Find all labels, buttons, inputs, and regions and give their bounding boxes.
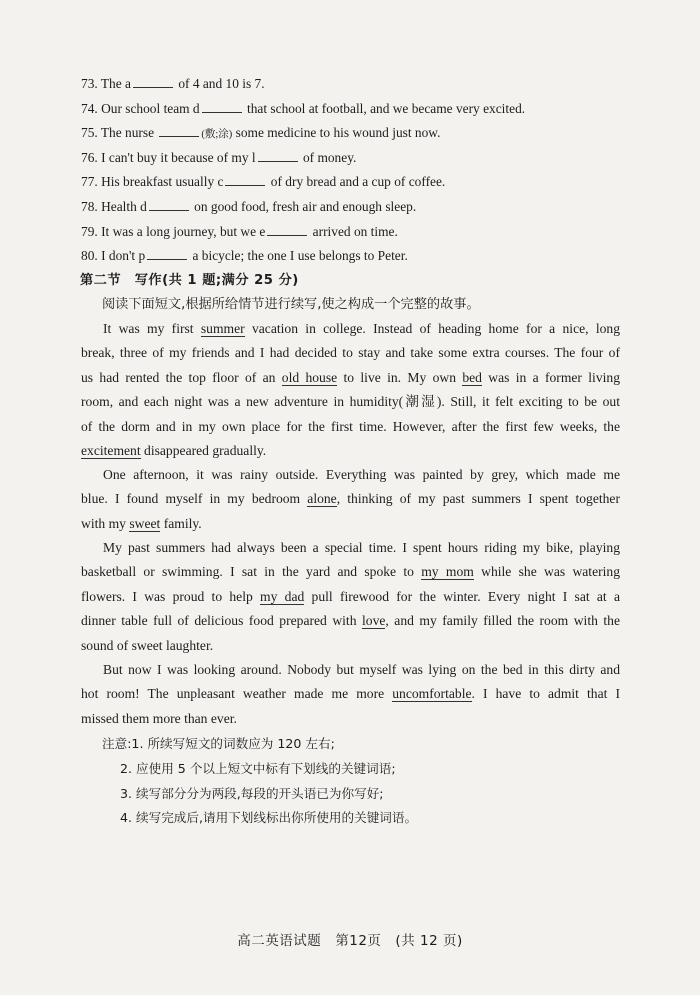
question-76: 76. I can't buy it because of my l of money.	[81, 149, 357, 165]
keyword-underline: summer	[200, 321, 245, 336]
question-list	[81, 72, 641, 269]
note-2: 2. 应使用 5 个以上短文中标有下划线的关键词语;	[120, 760, 396, 776]
passage-paragraph-2: One afternoon, it was rainy outside. Everything was painted by grey, which made me blue. I found myself in my bedroom alone, thinking of my past summers I spent together with my sweet family.	[81, 467, 620, 531]
question-77: 77. His breakfast usually c of dry bread and a cup of coffee.	[81, 174, 446, 190]
note-4: 4. 续写完成后,请用下划线标出你所使用的关键词语。	[120, 810, 418, 826]
passage-paragraph-4: But now I was looking around. Nobody but myself was lying on the bed in this dirty and hot room! The unpleasant weather made me more uncomfortable. I have to admit that I missed them more than ever.	[81, 662, 621, 726]
answer-blank[interactable]	[149, 197, 189, 211]
answer-blank[interactable]	[147, 246, 187, 260]
question-80: 80. I don't p a bicycle; the one I use belongs to Peter.	[81, 248, 408, 264]
section-title: 第二节 写作(共 1 题;满分 25 分)	[80, 273, 299, 288]
passage-paragraph-1: It was my first summer vacation in college. Instead of heading home for a nice, long break, three of my friends and I had decided to stay and take some extra courses. The four of us had rented the top floor of an old house to live in. My own bed was in a former living room, and each night was a new adventure in humidity(潮湿). Still, it felt exciting to be out of the dorm and in my own place for the first time. However, after the first few weeks, the excitement disappeared gradually.	[81, 321, 620, 458]
keyword-underline: love	[362, 613, 386, 629]
keyword-underline: my mom	[421, 564, 474, 580]
answer-blank[interactable]	[133, 74, 173, 88]
answer-blank[interactable]	[267, 222, 307, 236]
answer-blank[interactable]	[258, 148, 298, 162]
keyword-underline: bed	[462, 369, 482, 385]
keyword-underline: uncomfortable	[392, 686, 472, 702]
keyword-underline: sweet	[129, 515, 161, 531]
note-3: 3. 续写部分分为两段,每段的开头语已为你写好;	[120, 785, 384, 801]
note-1: 注意:1. 所续写短文的词数应为 120 左右;	[102, 736, 335, 751]
keyword-underline: alone	[307, 491, 337, 507]
passage-paragraph-3: My past summers had always been a special time. I spent hours riding my bike, playing basketball or swimming. I sat in the yard and spoke to my mom while she was watering flowers. I was proud to help my dad pull firewood for the winter. Every night I sat at a dinner table full of delicious food prepared with love, and my family filled the room with the sound of sweet laughter.	[81, 540, 620, 653]
section-instruction: 阅读下面短文,根据所给情节进行续写,使之构成一个完整的故事。	[102, 297, 480, 312]
keyword-underline: excitement	[81, 442, 141, 458]
page-footer: 高二英语试题 第12页 (共 12 页)	[237, 933, 463, 949]
notes-section	[102, 732, 417, 831]
keyword-underline: old house	[281, 369, 338, 385]
keyword-underline: my dad	[260, 588, 305, 604]
question-74: 74. Our school team d that school at football, and we became very excited.	[81, 100, 526, 116]
question-75: 75. The nurse (敷;涂) some medicine to his wound just now.	[81, 125, 441, 141]
answer-blank[interactable]	[202, 99, 242, 113]
question-73: 73. The a of 4 and 10 is 7.	[81, 76, 265, 91]
answer-blank[interactable]	[225, 172, 265, 186]
question-78: 78. Health d on good food, fresh air and enough sleep.	[81, 198, 417, 214]
question-79: 79. It was a long journey, but we e arrived on time.	[81, 223, 398, 239]
answer-blank[interactable]	[159, 123, 199, 137]
